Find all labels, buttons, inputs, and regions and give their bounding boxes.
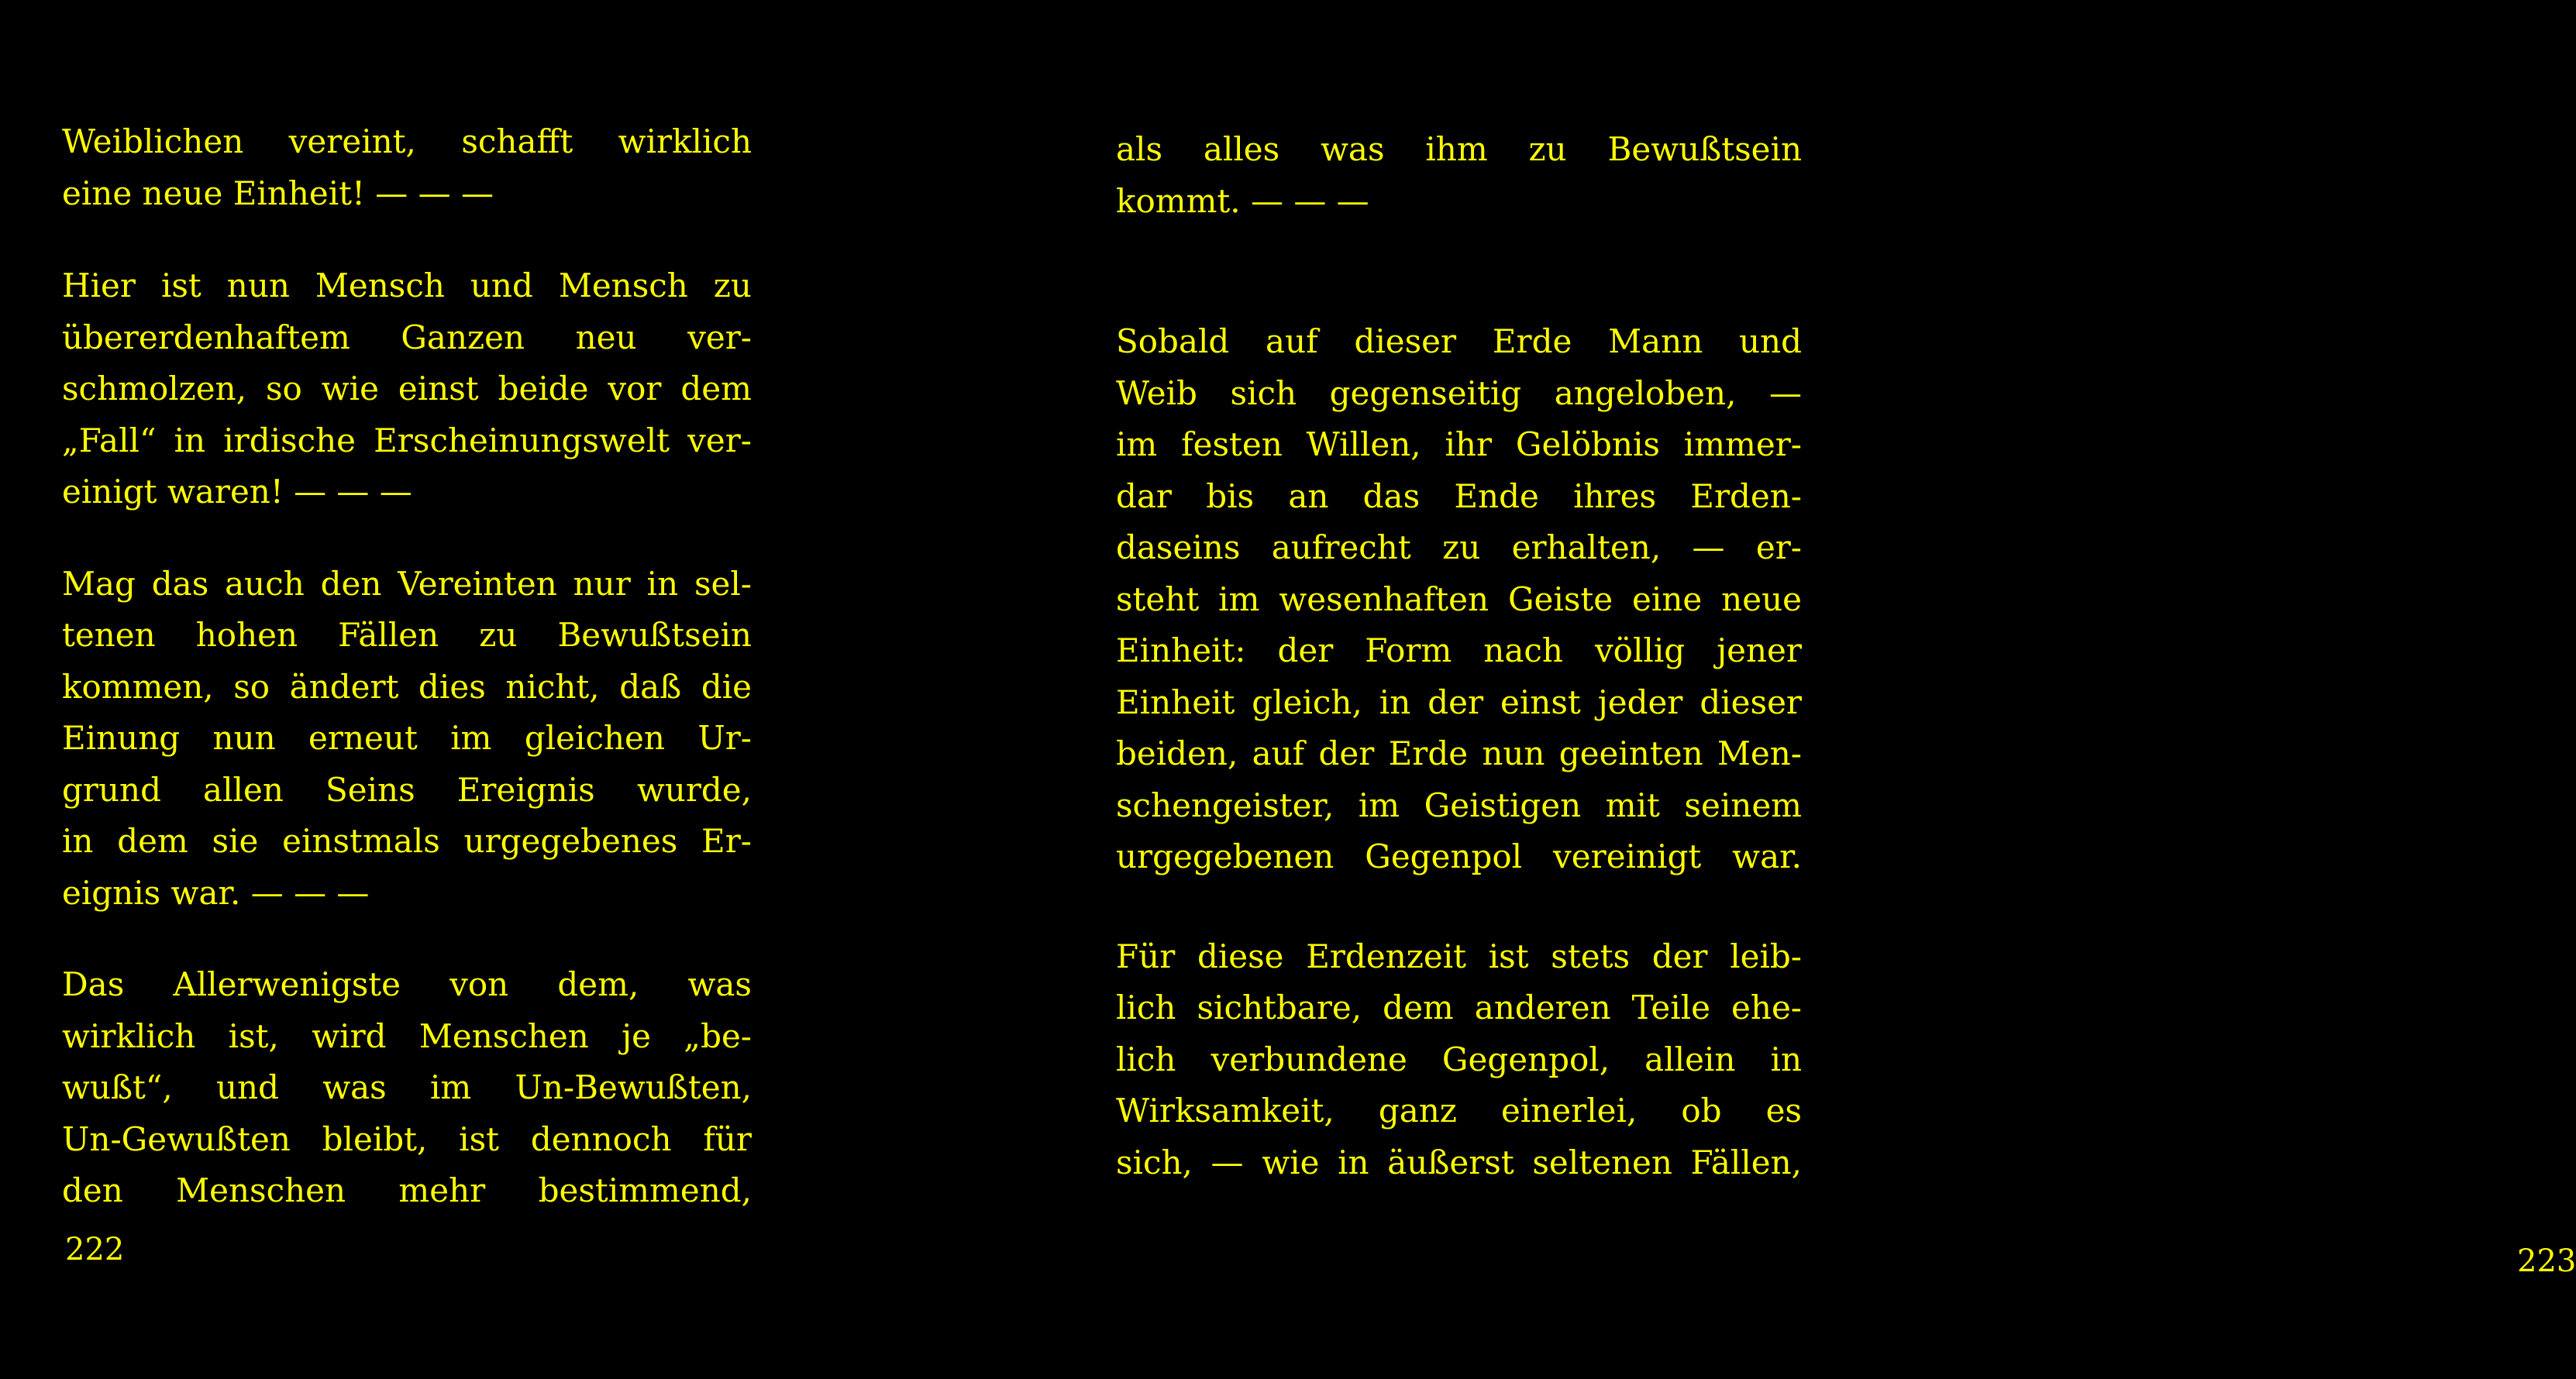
text-line: Einung nun erneut im gleichen Ur-: [62, 719, 752, 757]
text-line: urgegebenen Gegenpol vereinigt war.: [1116, 837, 1802, 875]
text-line: tenen hohen Fällen zu Bewußtsein: [62, 616, 752, 654]
text-line: schengeister, im Geistigen mit seinem: [1116, 786, 1802, 824]
text-line: „Fall“ in irdische Erscheinungswelt ver-: [62, 421, 752, 459]
text-line: Mag das auch den Vereinten nur in sel-: [62, 564, 752, 603]
text-line: wirklich ist, wird Menschen je „be-: [62, 1016, 752, 1055]
right-page: [984, 0, 2576, 1379]
text-line: Einheit: der Form nach völlig jener: [1116, 631, 1802, 669]
text-line: kommt. — — —: [1116, 181, 1369, 220]
text-line: wußt“, und was im Un-Bewußten,: [62, 1068, 752, 1106]
paragraph: [62, 260, 752, 518]
text-line: grund allen Seins Ereignis wurde,: [62, 770, 752, 809]
paragraph: [62, 959, 752, 1217]
right-text-column: [1116, 124, 1802, 1188]
paragraph: [1116, 316, 1802, 883]
text-line: lich sichtbare, dem anderen Teile ehe-: [1116, 989, 1802, 1027]
text-line: eignis war. — — —: [62, 873, 370, 912]
text-line: Hier ist nun Mensch und Mensch zu: [62, 267, 752, 304]
text-line: übererdenhaftem Ganzen neu ver-: [62, 318, 752, 356]
page-number-left: 222: [65, 1232, 125, 1267]
text-line: in dem sie einstmals urgegebenes Er-: [62, 822, 752, 860]
text-line: dar bis an das Ende ihres Erden-: [1116, 476, 1802, 515]
text-line: Wirksamkeit, ganz einerlei, ob es: [1116, 1092, 1802, 1130]
text-line: kommen, so ändert dies nicht, daß die: [62, 667, 752, 706]
paragraph: [1116, 931, 1802, 1189]
text-line: den Menschen mehr bestimmend,: [62, 1171, 752, 1209]
paragraph: [62, 116, 752, 219]
text-line: Für diese Erdenzeit ist stets der leib-: [1116, 937, 1802, 975]
text-line: als alles was ihm zu Bewußtsein: [1116, 130, 1802, 168]
text-line: Weiblichen vereint, schafft wirklich: [62, 122, 752, 160]
text-line: steht im wesenhaften Geiste eine neue: [1116, 579, 1802, 618]
text-line: lich verbundene Gegenpol, allein in: [1116, 1040, 1802, 1078]
text-line: beiden, auf der Erde nun geeinten Men-: [1116, 734, 1802, 772]
text-line: einigt waren! — — —: [62, 473, 412, 511]
text-line: eine neue Einheit! — — —: [62, 174, 494, 212]
paragraph: [1116, 124, 1802, 227]
text-line: schmolzen, so wie einst beide vor dem: [62, 370, 752, 408]
text-line: Das Allerwenigste von dem, was: [62, 965, 752, 1003]
text-line: Sobald auf dieser Erde Mann und: [1116, 322, 1802, 360]
text-line: im festen Willen, ihr Gelöbnis immer-: [1116, 425, 1802, 463]
page-number-right: 223: [2517, 1243, 2576, 1279]
left-text-column: [62, 116, 752, 1217]
text-line: Einheit gleich, in der einst jeder dieser: [1116, 683, 1802, 721]
paragraph: [62, 559, 752, 920]
left-page: [0, 0, 984, 1379]
text-line: Un-Gewußten bleibt, ist dennoch für: [62, 1119, 752, 1158]
text-line: daseins aufrecht zu erhalten, — er-: [1116, 528, 1802, 566]
text-line: sich, — wie in äußerst seltenen Fällen,: [1116, 1143, 1802, 1181]
text-line: Weib sich gegenseitig angeloben, —: [1116, 373, 1802, 412]
